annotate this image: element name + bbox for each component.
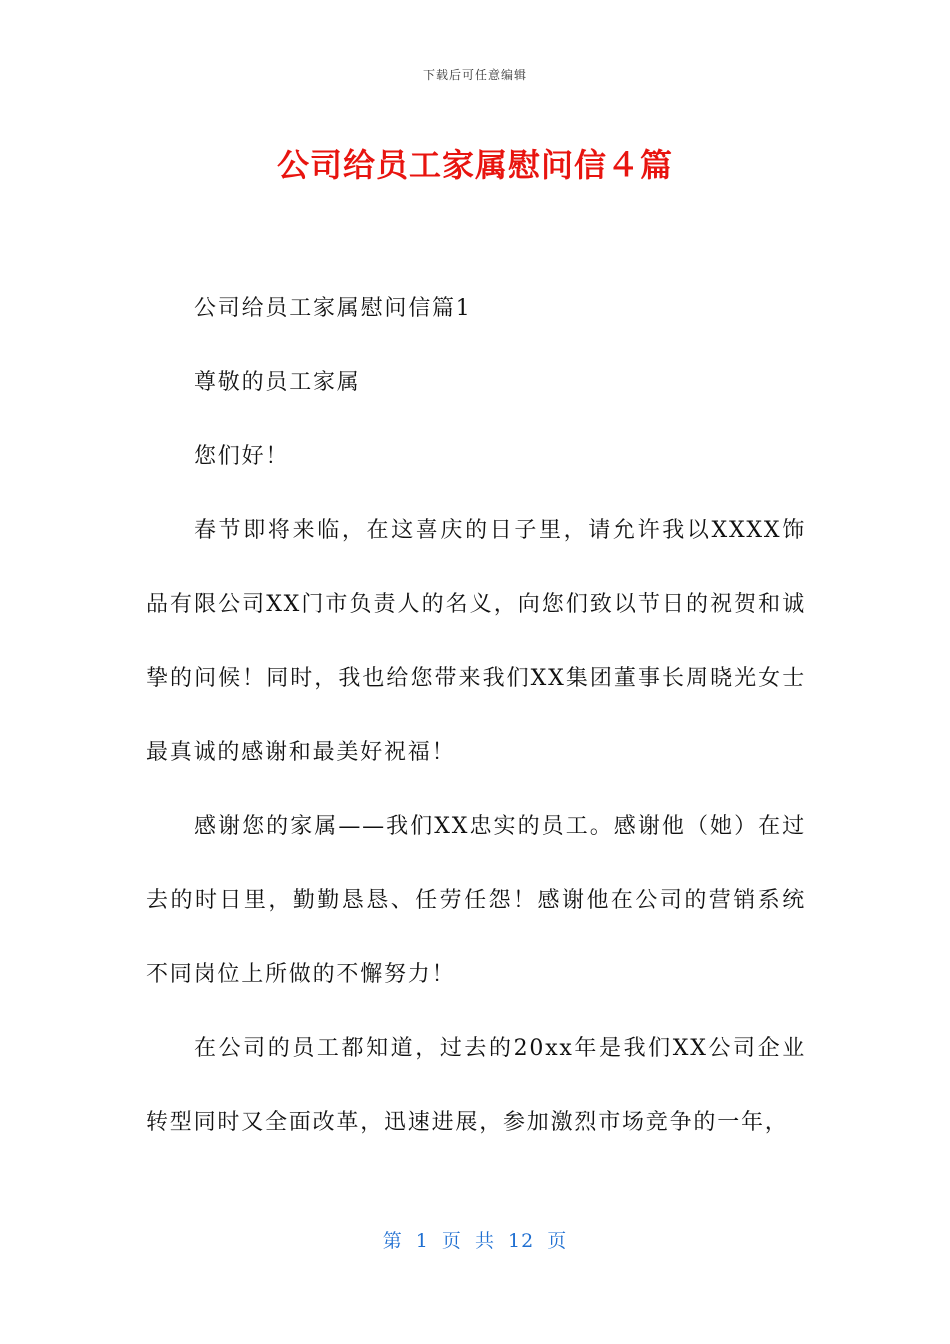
greeting: 您们好！: [194, 444, 290, 469]
header-note: 下载后可任意编辑: [422, 68, 527, 82]
document-body: [146, 272, 806, 1160]
document-title: 公司给员工家属慰问信４篇: [276, 146, 673, 184]
page-indicator: 第 1 页 共 12 页: [382, 1230, 568, 1252]
salutation: 尊敬的员工家属: [194, 370, 361, 395]
body-paragraph: 在公司的员工都知道，过去的20xx年是我们XX公司企业转型同时又全面改革，迅速进展，参加激烈市场竞争的一年，: [146, 1036, 806, 1135]
body-paragraph: 春节即将来临，在这喜庆的日子里，请允许我以XXXX饰品有限公司XX门市负责人的名义，向您们致以节日的祝贺和诚挚的问候！同时，我也给您带来我们XX集团董事长周晓光女士最真诚的感谢和最美好祝福！: [146, 518, 806, 765]
body-paragraph: 感谢您的家属——我们XX忠实的员工。感谢他（她）在过去的时日里，勤勤恳恳、任劳任怨！感谢他在公司的营销系统不同岗位上所做的不懈努力！: [146, 814, 806, 987]
section-heading: 公司给员工家属慰问信篇1: [194, 296, 472, 321]
